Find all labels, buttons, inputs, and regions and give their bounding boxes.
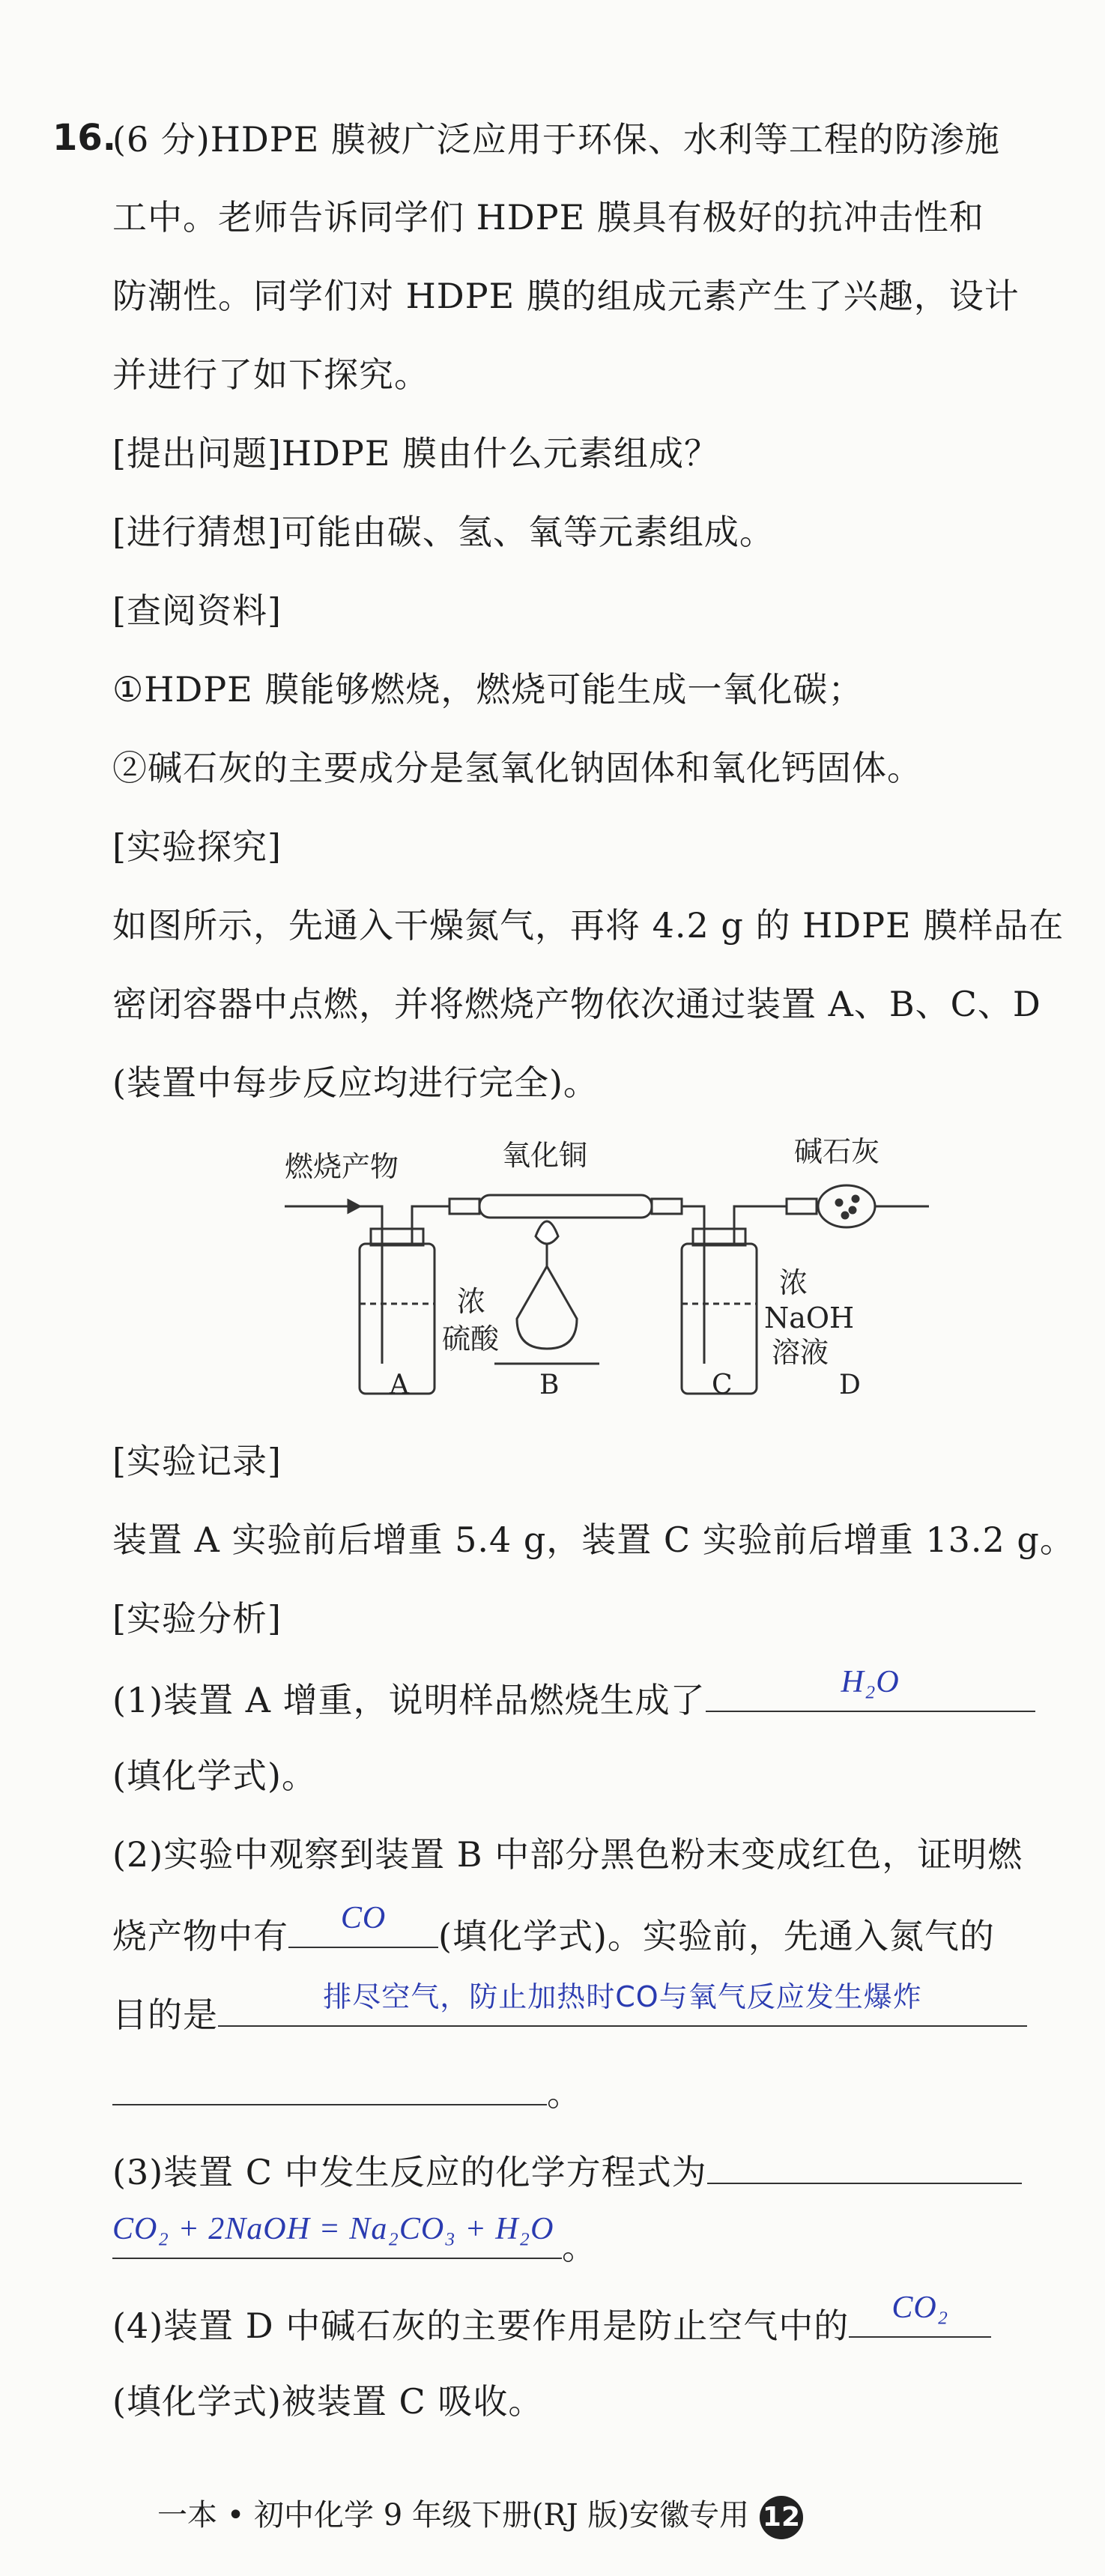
q4-tail: (填化学式)被装置 C 吸收。: [112, 2381, 544, 2422]
q3-answer: CO₂ + 2NaOH = Na₂CO₃ + H₂O: [112, 2212, 554, 2246]
pipe-a-out: [412, 1206, 449, 1244]
q2-line-4: [112, 2068, 582, 2116]
q4-blank[interactable]: [849, 2291, 991, 2338]
hypothesis-statement: [进行猜想]可能由碳、氢、氧等元素组成。: [112, 512, 775, 552]
q2-line-1: (2)实验中观察到装置 B 中部分黑色粉末变成红色，证明燃: [112, 1834, 1023, 1875]
label-conc-2: 浓: [779, 1266, 808, 1299]
q4-text: (4)装置 D 中碱石灰的主要作用是防止空气中的: [112, 2306, 850, 2346]
q2-line-2: [112, 1901, 995, 1959]
q2-text-3: 目的是: [112, 1995, 218, 2035]
intro-line-4: 并进行了如下探究。: [112, 354, 429, 395]
device-b-label: B: [539, 1370, 560, 1400]
intro-line-2: 工中。老师告诉同学们 HDPE 膜具有极好的抗冲击性和: [112, 197, 984, 238]
q2-text-2b: (填化学式)。实验前，先通入氮气的: [438, 1916, 995, 1956]
q1-tail: (填化学式)。: [112, 1756, 317, 1796]
record-heading: [实验记录]: [112, 1441, 282, 1481]
connector-2: [652, 1199, 682, 1214]
reference-item-1: ①HDPE 膜能够燃烧，燃烧可能生成一氧化碳；: [112, 669, 864, 710]
q1-text: (1)装置 A 增重，说明样品燃烧生成了: [112, 1680, 706, 1720]
connector-3: [787, 1199, 817, 1214]
q2-blank-2[interactable]: [218, 1980, 1027, 2027]
q4-answer: CO₂: [891, 2291, 949, 2325]
lamp-flame: [536, 1221, 558, 1244]
explore-line-1: 如图所示，先通入干燥氮气，再将 4.2 g 的 HDPE 膜样品在: [112, 905, 1065, 946]
analysis-heading: [实验分析]: [112, 1598, 282, 1639]
q2-text-2a: 烧产物中有: [112, 1916, 288, 1956]
q3-end: 。: [562, 2227, 597, 2267]
reference-heading: [查阅资料]: [112, 590, 282, 631]
q1-line: [112, 1665, 1035, 1723]
device-a-label: A: [390, 1370, 409, 1400]
q4-line: [112, 2291, 991, 2348]
label-solution: 溶液: [772, 1336, 829, 1369]
combustion-tube: [479, 1195, 652, 1218]
intro-line-1: (6 分)HDPE 膜被广泛应用于环保、水利等工程的防渗施: [112, 119, 1000, 160]
q3-blank-1[interactable]: [707, 2147, 1022, 2184]
label-conc-1: 浓: [457, 1285, 486, 1318]
intro-line-3: 防潮性。同学们对 HDPE 膜的组成元素产生了兴趣，设计: [112, 276, 1020, 316]
inlet-arrow-head: [348, 1200, 360, 1212]
q3-line: [112, 2147, 1022, 2195]
q2-line-3: [112, 1980, 1027, 2037]
drying-bulb: [818, 1185, 875, 1227]
page-number-badge: 12: [760, 2496, 803, 2539]
label-products: 燃烧产物: [285, 1150, 399, 1183]
footer-text: 一本 • 初中化学 9 年级下册(RJ 版)安徽专用: [157, 2498, 749, 2533]
label-copper-oxide: 氧化铜: [502, 1139, 588, 1172]
q2-answer-1: CO: [340, 1901, 387, 1935]
record-text: 装置 A 实验前后增重 5.4 g，装置 C 实验前后增重 13.2 g。: [112, 1520, 1075, 1560]
q2-blank-1[interactable]: [288, 1901, 438, 1948]
q1-answer: H₂O: [841, 1665, 900, 1699]
alcohol-lamp: [517, 1266, 577, 1349]
device-d-label: D: [839, 1370, 861, 1400]
label-naoh: NaOH: [764, 1301, 855, 1334]
q2-blank-3[interactable]: [112, 2068, 547, 2105]
page-footer: [157, 2491, 803, 2539]
reference-item-2: ②碱石灰的主要成分是氢氧化钠固体和氧化钙固体。: [112, 748, 922, 788]
q3-blank-2[interactable]: [112, 2212, 562, 2259]
question-number: 16.: [52, 117, 117, 159]
q3-answer-line: [112, 2212, 597, 2270]
label-sulfuric: 硫酸: [442, 1322, 500, 1355]
explore-line-3: (装置中每步反应均进行完全)。: [112, 1062, 599, 1103]
q2-end: 。: [547, 2073, 582, 2114]
q1-blank[interactable]: [706, 1665, 1035, 1712]
explore-heading: [实验探究]: [112, 826, 282, 867]
device-c-label: C: [712, 1370, 733, 1400]
pipe-c-out: [734, 1206, 787, 1244]
apparatus-diagram: [270, 1124, 944, 1401]
problem-statement: [提出问题]HDPE 膜由什么元素组成？: [112, 433, 720, 474]
connector-1: [449, 1199, 479, 1214]
q2-answer-2: 排尽空气，防止加热时CO与氧气反应发生爆炸: [323, 1980, 922, 2013]
explore-line-2: 密闭容器中点燃，并将燃烧产物依次通过装置 A、B、C、D: [112, 984, 1041, 1024]
label-soda-lime: 碱石灰: [794, 1135, 880, 1168]
q3-text: (3)装置 C 中发生反应的化学方程式为: [112, 2152, 707, 2192]
